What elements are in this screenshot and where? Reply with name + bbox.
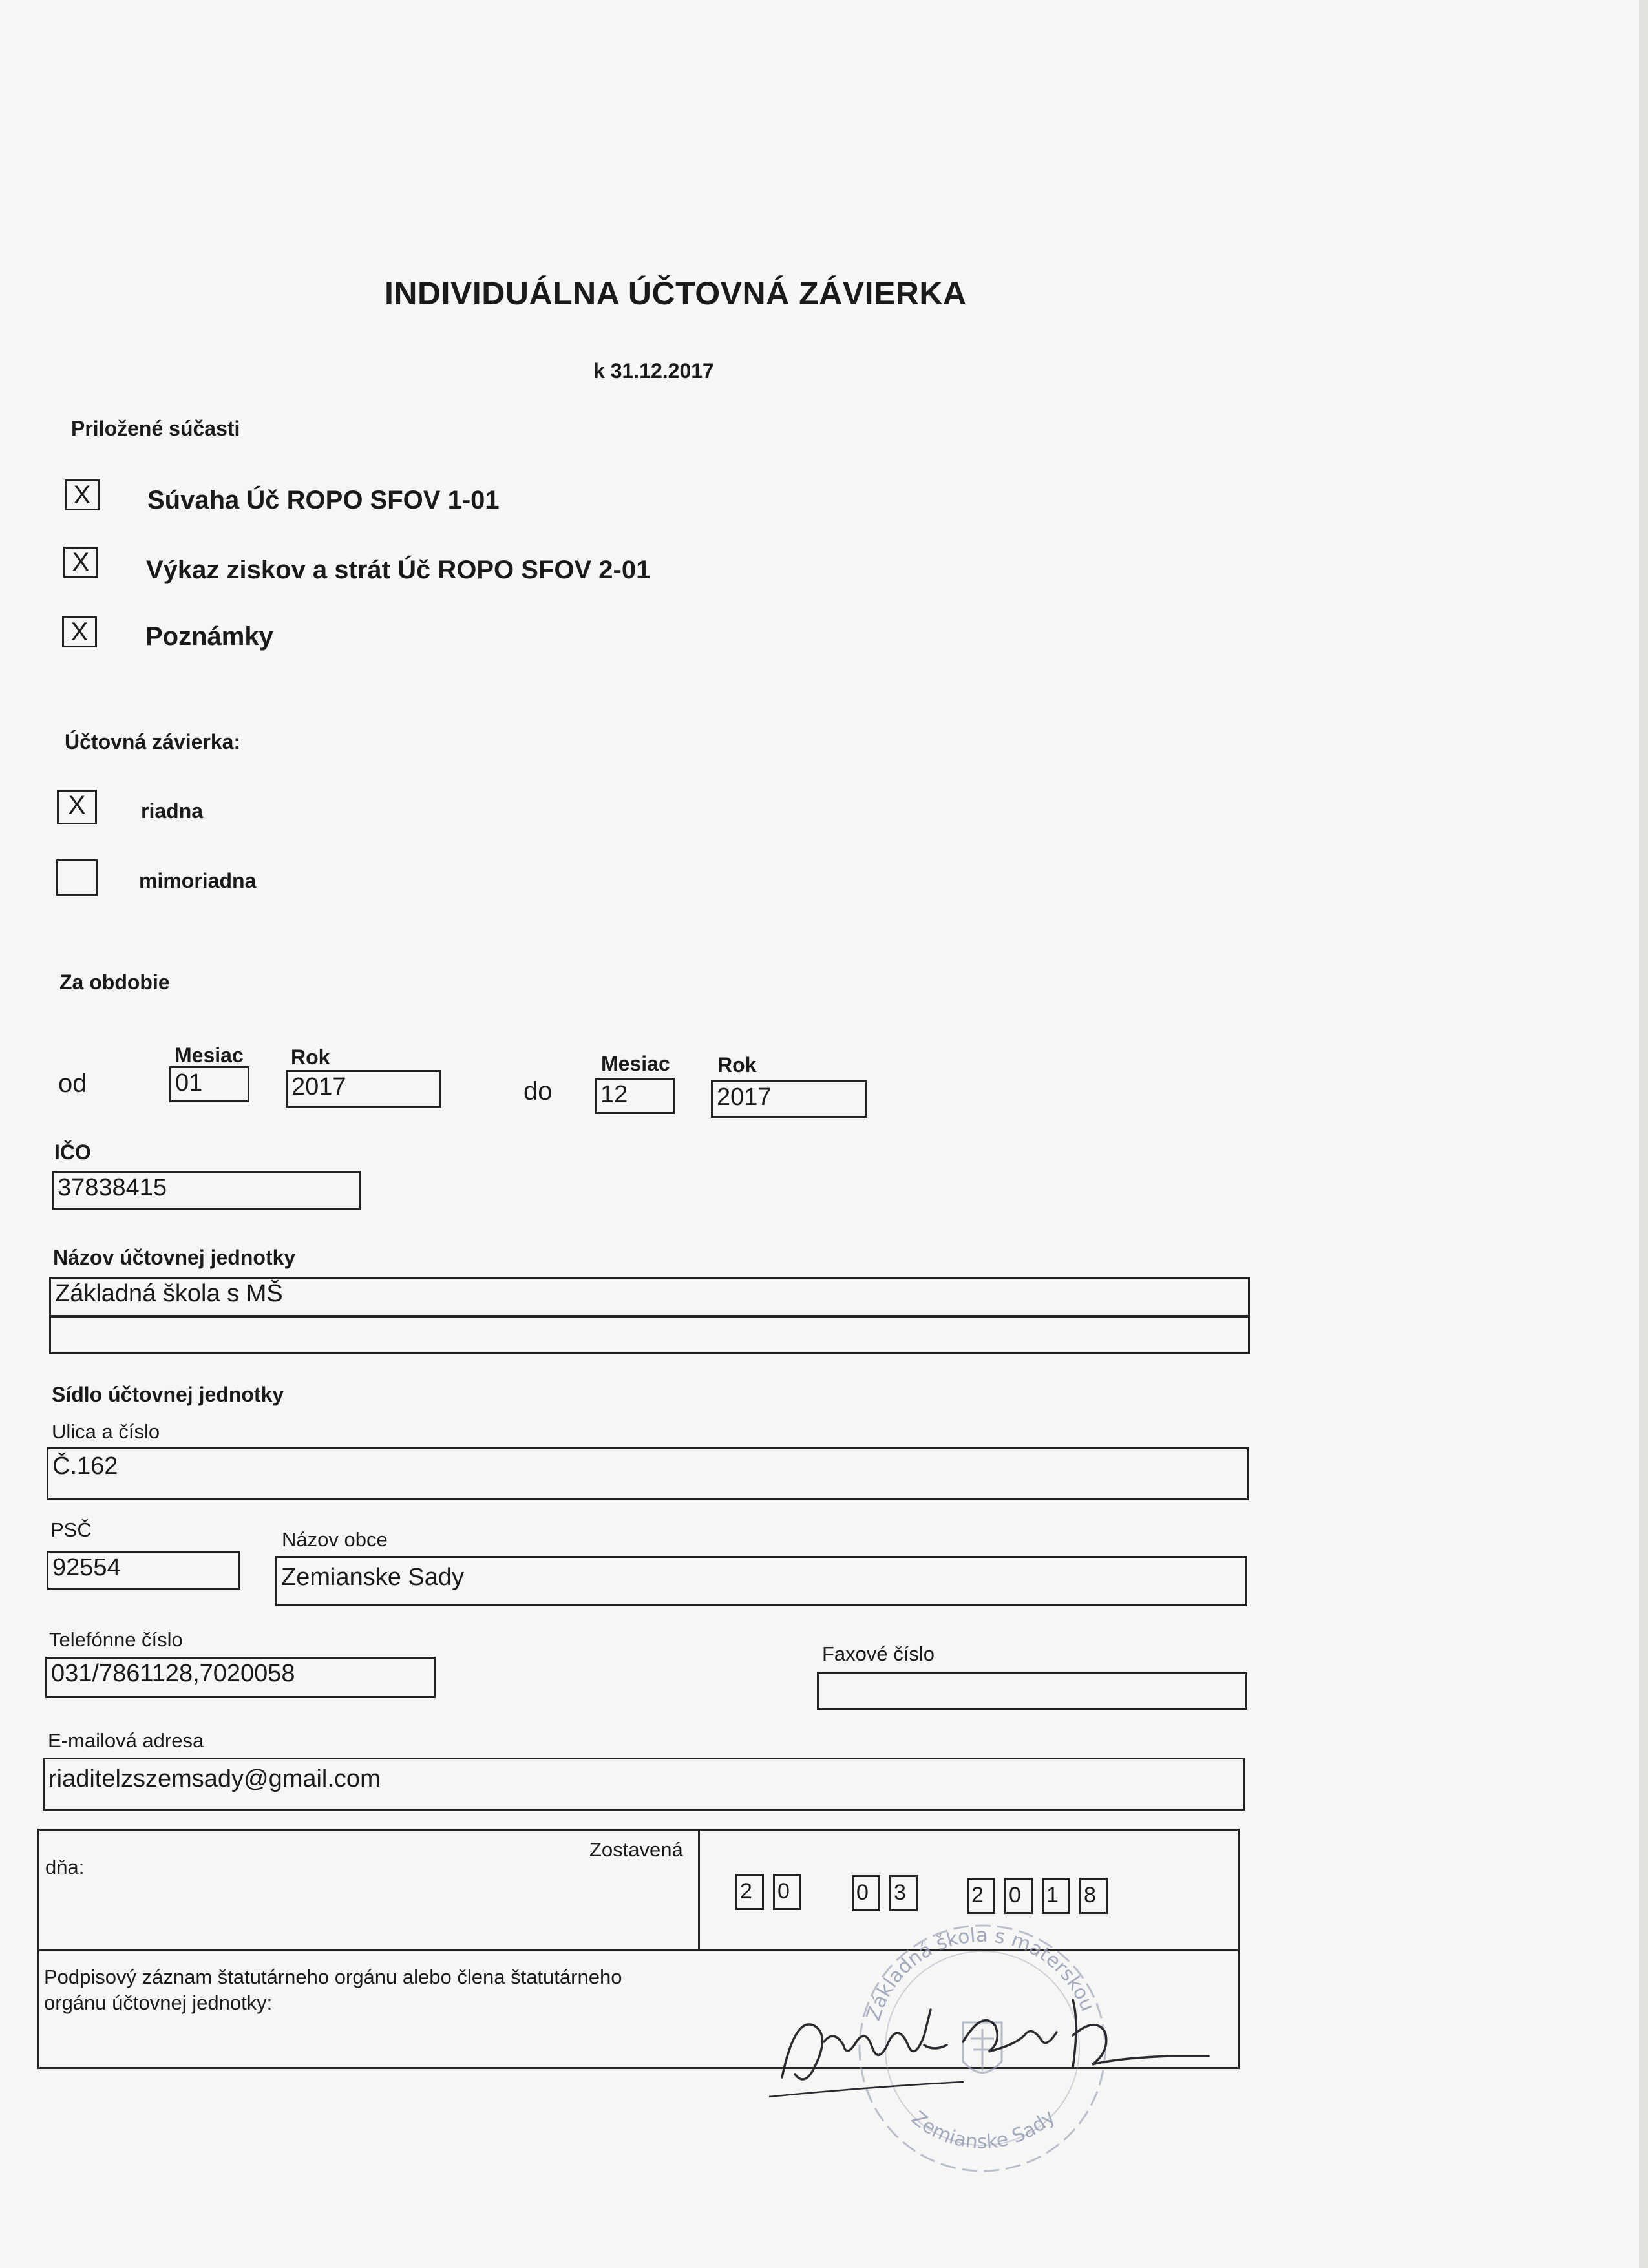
closing-regular-checkbox[interactable]: X [57,790,97,824]
compiled-day-label: dňa: [45,1856,85,1878]
phone-label: Telefónne číslo [49,1628,183,1651]
ico-field[interactable]: 37838415 [52,1171,361,1210]
address-label: Sídlo účtovnej jednotky [52,1383,284,1406]
city-field[interactable]: Zemianske Sady [275,1556,1247,1606]
entity-name-label: Názov účtovnej jednotky [53,1246,296,1269]
signature-label [44,1964,622,2016]
compiled-year-digit-4[interactable]: 8 [1079,1878,1108,1914]
email-field[interactable]: riaditelzszemsady@gmail.com [43,1758,1245,1811]
table-divider-vertical [698,1829,700,1950]
from-label: od [58,1069,87,1098]
compiled-month-digit-1[interactable]: 0 [852,1875,880,1911]
official-stamp [860,1924,1105,2171]
psc-label: PSČ [50,1518,92,1541]
compiled-year-digit-1[interactable]: 2 [967,1878,995,1914]
stamp-arc-top-text: Základná škola s materskou [862,1924,1099,2024]
to-year-header: Rok [717,1053,757,1076]
compiled-year-digit-2[interactable]: 0 [1004,1878,1033,1914]
stamp-and-signature-graphic [769,1913,1273,2184]
attachment-label-notes: Poznámky [145,622,273,651]
compiled-day-digit-1[interactable]: 2 [735,1874,764,1910]
to-year-field[interactable]: 2017 [711,1080,867,1118]
signature-label-line2: orgánu účtovnej jednotky: [44,1991,273,2014]
to-month-header: Mesiac [601,1052,670,1075]
entity-name-field-line2[interactable] [49,1316,1250,1354]
handwritten-signature [769,2000,1209,2097]
attachment-checkbox-notes[interactable]: X [62,616,97,647]
compiled-day-digit-2[interactable]: 0 [773,1874,801,1910]
street-field[interactable]: Č.162 [47,1447,1249,1500]
from-year-header: Rok [291,1045,330,1069]
fax-field[interactable] [817,1672,1247,1710]
compiled-label: Zostavená [589,1838,683,1861]
attachments-label: Priložené súčasti [71,417,240,440]
stamp-arc-bottom-text: Zemianske Sady [907,2105,1060,2154]
from-month-field[interactable]: 01 [169,1066,249,1102]
fax-label: Faxové číslo [822,1643,935,1665]
closing-regular-label: riadna [141,799,204,823]
to-label: do [523,1077,553,1106]
psc-field[interactable]: 92554 [47,1551,240,1590]
attachment-label-profit-loss: Výkaz ziskov a strát Úč ROPO SFOV 2-01 [146,556,651,584]
report-date: k 31.12.2017 [593,359,714,383]
compiled-month-digit-2[interactable]: 3 [889,1875,918,1911]
closing-type-label: Účtovná závierka: [65,730,241,753]
city-label: Názov obce [282,1528,388,1551]
from-month-header: Mesiac [174,1044,244,1067]
street-label: Ulica a číslo [52,1420,160,1443]
signature-label-line1: Podpisový záznam štatutárneho orgánu alebo člena štatutárneho [44,1966,622,1988]
page-title: INDIVIDUÁLNA ÚČTOVNÁ ZÁVIERKA [385,275,967,311]
compiled-year-digit-3[interactable]: 1 [1042,1878,1070,1914]
from-year-field[interactable]: 2017 [286,1070,441,1108]
closing-extraordinary-label: mimoriadna [139,869,257,892]
attachment-label-balance: Súvaha Úč ROPO SFOV 1-01 [147,486,500,514]
ico-label: IČO [54,1140,91,1164]
period-label: Za obdobie [59,971,170,994]
entity-name-field-line1[interactable]: Základná škola s MŠ [49,1277,1250,1317]
email-label: E-mailová adresa [48,1729,204,1752]
attachment-checkbox-balance[interactable]: X [65,479,100,510]
page-edge [1639,0,1648,2268]
phone-field[interactable]: 031/7861128,7020058 [45,1657,436,1698]
closing-extraordinary-checkbox[interactable] [56,859,98,896]
to-month-field[interactable]: 12 [595,1078,675,1114]
attachment-checkbox-profit-loss[interactable]: X [63,547,98,578]
